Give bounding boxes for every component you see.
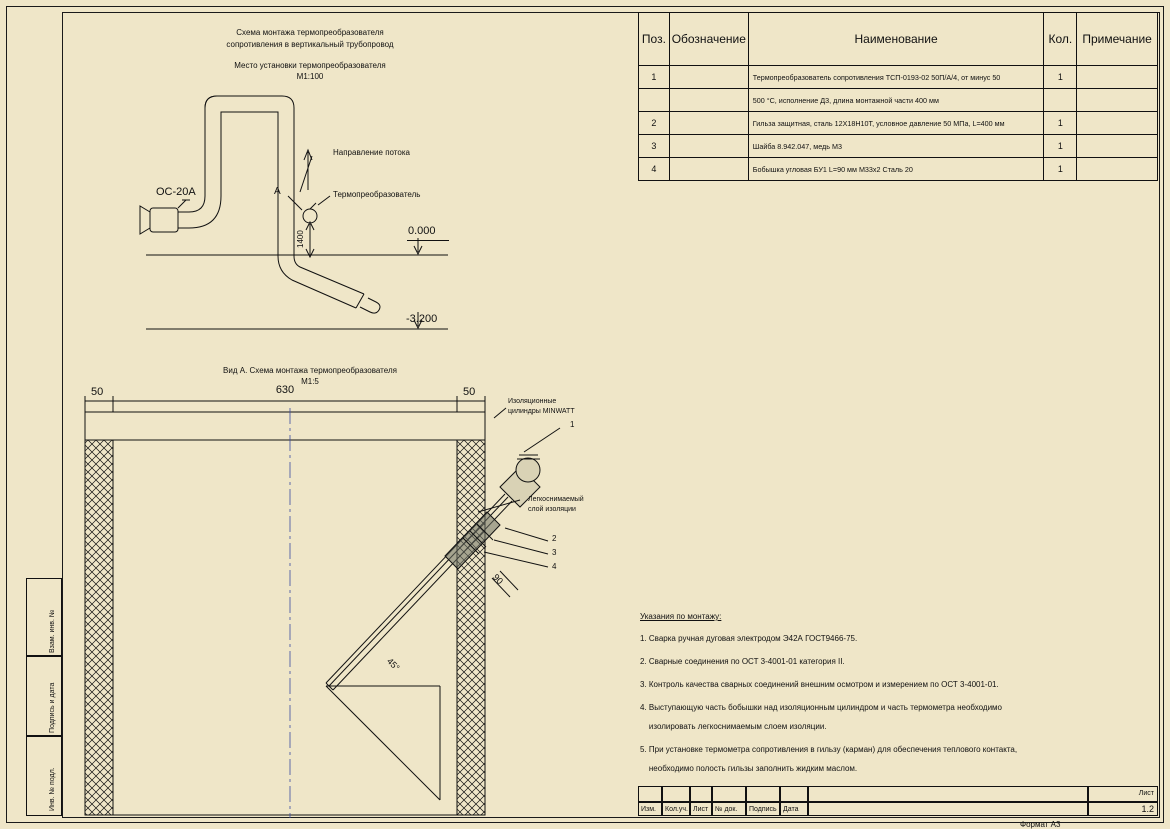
stamp-blank-2 (662, 786, 690, 802)
note-item: 2. Сварные соединения по ОСТ 3-4001-01 категория II. (640, 657, 845, 666)
col-kol: Кол. (1044, 13, 1077, 66)
flow-direction-label: Направление потока (333, 148, 410, 157)
dim-50-left: 50 (91, 386, 104, 398)
cell-name: Термопреобразователь сопротивления ТСП-0193-02 50П/А/4, от минус 50 (748, 66, 1044, 89)
level-minus-label: -3.200 (406, 313, 438, 325)
left-stamp-label: Взам. инв. № (49, 609, 56, 653)
stamp-cell-izm: Изм. (638, 802, 662, 816)
dim-angle-45: 45° (384, 656, 402, 673)
cell-prim (1077, 66, 1158, 89)
pos-callout-1: 1 (570, 420, 575, 429)
pos-callout-4: 4 (552, 562, 557, 571)
cell-kol: 1 (1044, 66, 1077, 89)
col-name: Наименование (748, 13, 1044, 66)
stamp-cell-koluch: Кол.уч. (662, 802, 690, 816)
table-row (639, 112, 1158, 135)
stamp-blank-4 (712, 786, 746, 802)
valve-label: ОС-20А (156, 186, 196, 198)
cell-name: Шайба 8.942.047, медь М3 (748, 135, 1044, 158)
table-header-row (639, 13, 1158, 66)
cell-kol (1044, 89, 1077, 112)
stamp-blank-wide (808, 786, 1088, 802)
stamp-cell-ndok: № док. (712, 802, 746, 816)
thermo-label: Термопреобразователь (333, 190, 421, 199)
stamp-sheet-label: Лист (1088, 786, 1158, 802)
depth-1400-label: 1400 (296, 230, 305, 248)
note-item: 5. При установке термометра сопротивления в гильзу (карман) для обеспечения теплового контакта, (640, 745, 1018, 754)
dim-630: 630 (275, 384, 295, 396)
table-row (639, 66, 1158, 89)
col-prim: Примечание (1077, 13, 1158, 66)
viewA-scale: М1:5 (301, 377, 319, 386)
col-pos: Поз. (639, 13, 670, 66)
specification-table (638, 12, 1158, 181)
note-item: изолировать легкоснимаемым слоем изоляции. (640, 722, 827, 731)
pos-callout-3: 3 (552, 548, 557, 557)
place-scale: М1:100 (296, 72, 324, 81)
viewA-title: Вид А. Схема монтажа термопреобразователя (223, 366, 397, 375)
viewA-letter: А (274, 186, 281, 197)
dim-50-right: 50 (463, 386, 476, 398)
left-margin-stamp (26, 578, 62, 816)
left-stamp-cell-3 (26, 736, 62, 816)
removable-label-line1: Легкоснимаемый (528, 496, 584, 503)
cell-oboz (669, 89, 748, 112)
table-row (639, 89, 1158, 112)
cell-pos: 2 (639, 112, 670, 135)
table-row (639, 158, 1158, 181)
stamp-cell-list: Лист (690, 802, 712, 816)
scheme-title-line1: Схема монтажа термопреобразователя (236, 28, 384, 37)
cell-name: 500 °С, исполнение Д3, длина монтажной части 400 мм (748, 89, 1044, 112)
left-stamp-label: Инв. № подл. (49, 767, 56, 811)
cell-prim (1077, 112, 1158, 135)
cell-pos: 4 (639, 158, 670, 181)
insulation-label-line1: Изоляционные (508, 398, 557, 405)
stamp-blank-5 (746, 786, 780, 802)
stamp-blank-6 (780, 786, 808, 802)
scheme-title-line2: сопротивления в вертикальный трубопровод (226, 40, 394, 49)
cell-oboz (669, 135, 748, 158)
note-item: 4. Выступающую часть бобышки над изоляционным цилиндром и часть термометра необходимо (640, 703, 1002, 712)
cell-prim (1077, 135, 1158, 158)
cell-oboz (669, 112, 748, 135)
cell-pos: 3 (639, 135, 670, 158)
left-stamp-label: Подпись и дата (49, 682, 56, 733)
note-item: 1. Сварка ручная дуговая электродом Э42А ГОСТ9466-75. (640, 634, 858, 643)
cell-oboz (669, 66, 748, 89)
col-oboz: Обозначение (669, 13, 748, 66)
removable-label-line2: слой изоляции (528, 506, 576, 513)
stamp-sheet-number: 1.2 (1088, 802, 1158, 816)
stamp-blank-wide-2 (808, 802, 1088, 816)
cell-kol: 1 (1044, 158, 1077, 181)
insulation-label-line2: цилиндры MINWATT (508, 408, 575, 415)
dim-90: 90 (490, 572, 506, 587)
pos-callout-2: 2 (552, 534, 557, 543)
stamp-blank-1 (638, 786, 662, 802)
left-stamp-cell-1 (26, 578, 62, 656)
cell-pos (639, 89, 670, 112)
cell-name: Бобышка угловая БУ1 L=90 мм М33х2 Сталь 20 (748, 158, 1044, 181)
stamp-blank-3 (690, 786, 712, 802)
cell-pos: 1 (639, 66, 670, 89)
cell-prim (1077, 89, 1158, 112)
format-label: Формат А3 (1020, 820, 1061, 829)
cell-prim (1077, 158, 1158, 181)
stamp-cell-data: Дата (780, 802, 808, 816)
bottom-title-block (638, 786, 1158, 816)
level-zero-label: 0.000 (408, 225, 436, 237)
left-stamp-cell-2 (26, 656, 62, 736)
cell-kol: 1 (1044, 112, 1077, 135)
cell-oboz (669, 158, 748, 181)
place-title: Место установки термопреобразователя (234, 61, 386, 70)
cell-kol: 1 (1044, 135, 1077, 158)
note-item: необходимо полость гильзы заполнить жидким маслом. (640, 764, 858, 773)
notes-title: Указания по монтажу: (640, 612, 722, 621)
table-row (639, 135, 1158, 158)
note-item: 3. Контроль качества сварных соединений внешним осмотром и измерением по ОСТ 3-4001-01. (640, 680, 999, 689)
stamp-cell-podpis: Подпись (746, 802, 780, 816)
cell-name: Гильза защитная, сталь 12Х18Н10Т, условное давление 50 МПа, L=400 мм (748, 112, 1044, 135)
